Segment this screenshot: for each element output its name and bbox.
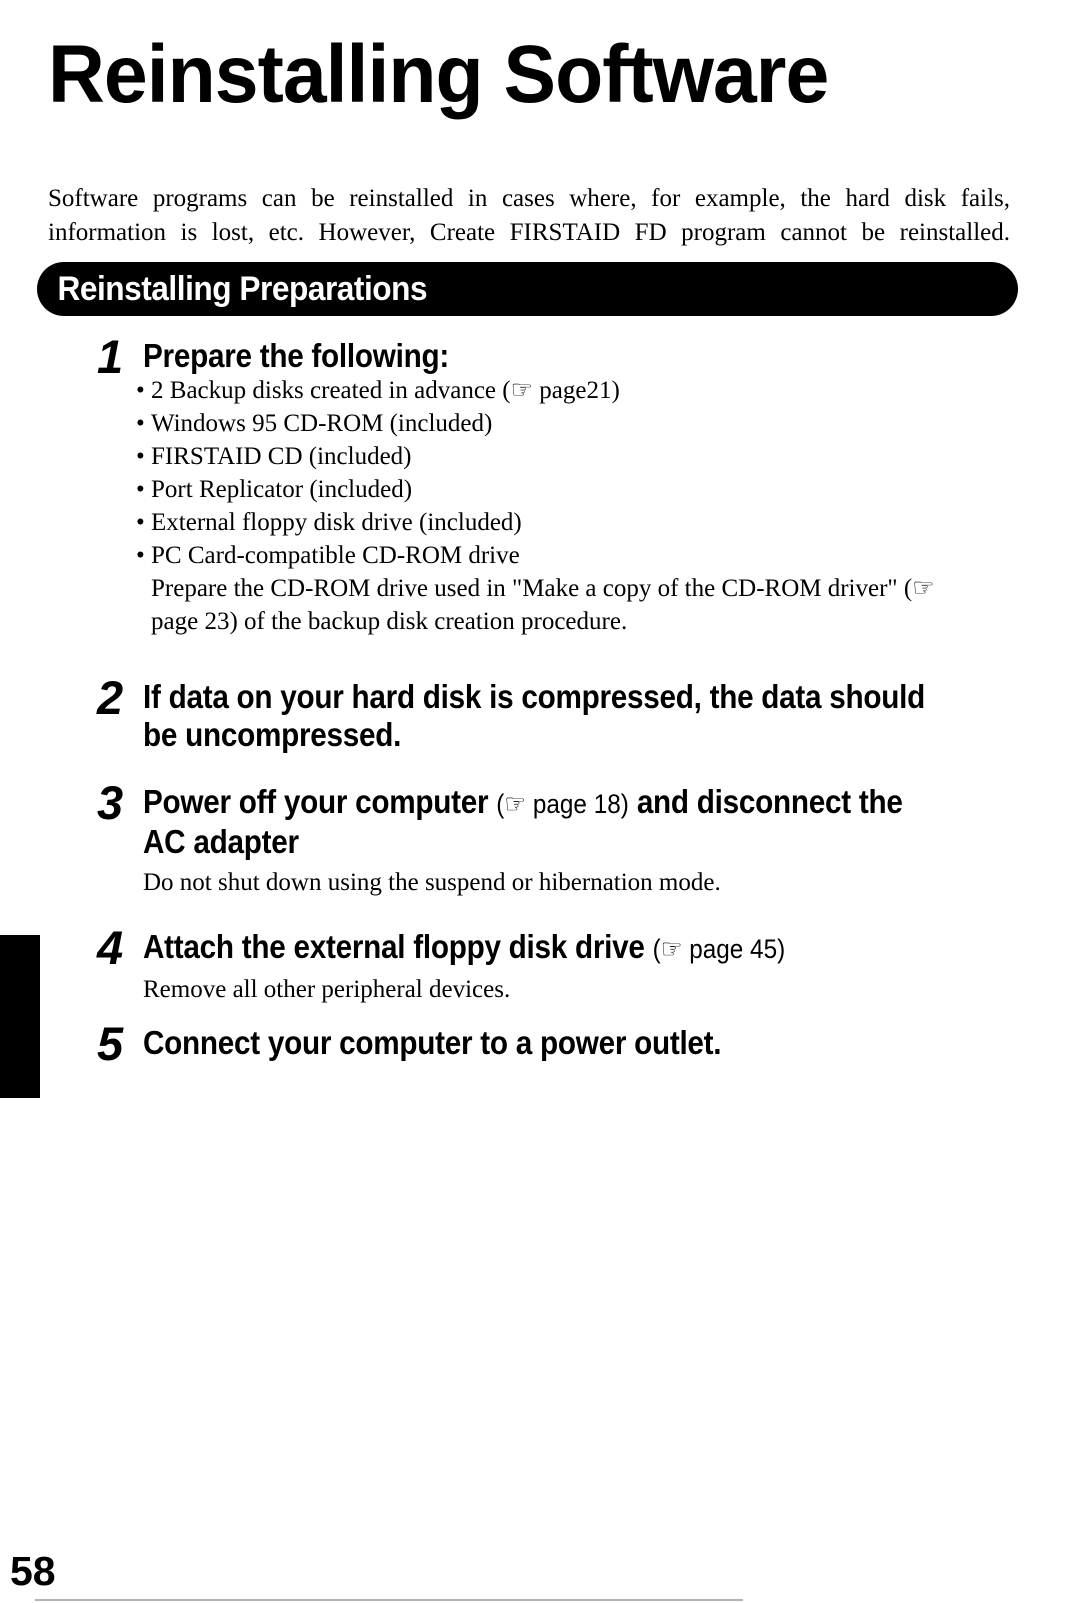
step-4-number: 4 [97,921,122,974]
section-banner-title: Reinstalling Preparations [57,270,428,308]
step-5-body [143,1024,786,1062]
step-1-items [136,374,935,638]
step-1-body [143,337,483,375]
step-3-heading-line [143,783,903,823]
step-4-body [143,928,857,1006]
section-banner [37,262,1018,316]
bullet-item: • FIRSTAID CD (included) [136,440,935,473]
step-2-heading-line: be uncompressed. [143,716,402,753]
step-3-body [143,783,987,899]
bullet-item: • PC Card-compatible CD-ROM drive [136,539,935,572]
bullet-item: • 2 Backup disks created in advance (☞ page21) [136,374,935,407]
intro-line: information is lost, etc. However, Create FIRSTAID FD program cannot be reinstalled. [48,219,1010,246]
bullet-item: • Windows 95 CD-ROM (included) [136,407,935,440]
step-5 [97,1017,786,1070]
step-1-heading: Prepare the following: [143,337,449,374]
step-3-heading-post: and disconnect the [628,783,903,820]
bullet-item: • External floppy disk drive (included) [136,506,935,539]
step-1-note-line: Prepare the CD-ROM drive used in "Make a copy of the CD-ROM driver" (☞ [151,575,935,602]
step-2-heading-line: If data on your hard disk is compressed, the data should [143,678,926,715]
bullet-item: • Port Replicator (included) [136,473,935,506]
step-4 [97,921,857,1006]
step-5-number: 5 [97,1017,122,1070]
step-3-note: Do not shut down using the suspend or hibernation mode. [143,869,721,896]
step-3-number: 3 [97,776,122,829]
step-1-note-line: page 23) of the backup disk creation procedure. [151,608,628,635]
page-title: Reinstalling Software [48,29,829,120]
intro-paragraph [48,182,1010,250]
page-ref: (☞ page 45) [652,934,786,964]
step-4-note: Remove all other peripheral devices. [143,976,511,1003]
intro-line: Software programs can be reinstalled in cases where, for example, the hard disk fails, [48,185,1010,212]
page-ref: (☞ page 18) [496,789,629,819]
page-number: 58 [10,1548,56,1594]
step-3-heading-pre: Power off your computer [143,783,497,820]
step-2-body [143,678,1012,754]
step-3-heading-line: AC adapter [143,823,299,860]
step-4-heading-pre: Attach the external floppy disk drive [143,928,653,965]
step-2 [97,671,1012,754]
step-5-heading: Connect your computer to a power outlet. [143,1024,722,1061]
step-3 [97,776,987,899]
step-1 [97,330,483,383]
chapter-tab-marker [0,935,40,1098]
step-2-number: 2 [97,671,122,724]
step-1-number: 1 [97,330,122,383]
scan-edge-line [35,1599,743,1601]
step-4-heading-line [143,928,785,968]
